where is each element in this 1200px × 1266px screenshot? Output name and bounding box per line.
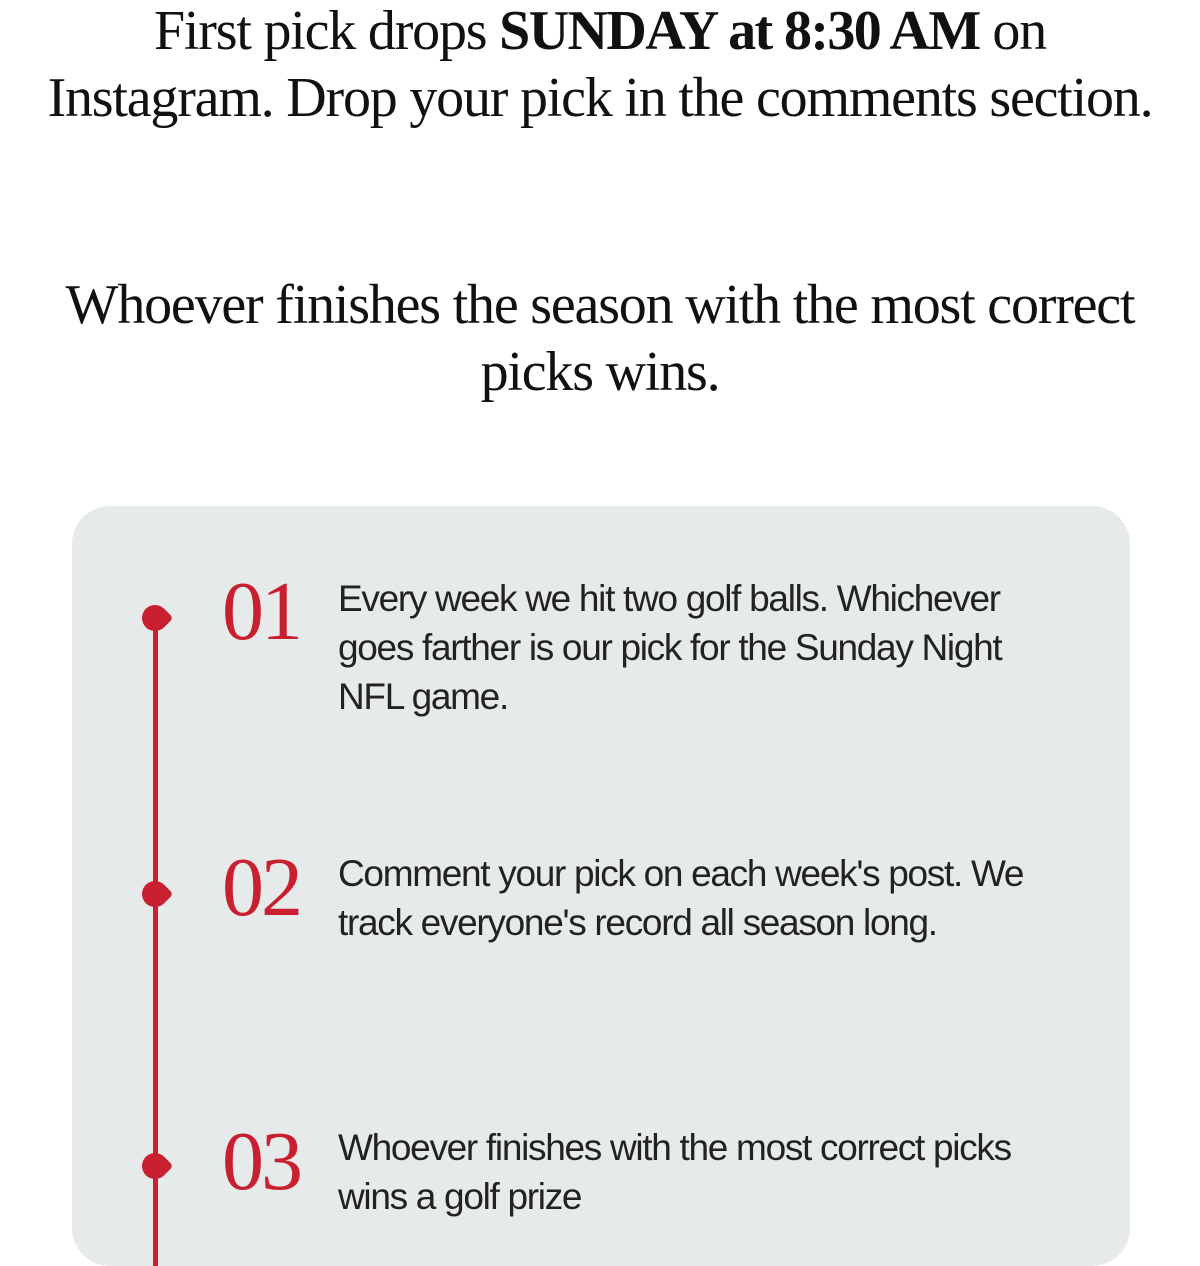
step-description: Comment your pick on each week's post. We track everyone's record all season long. (338, 853, 1024, 943)
step-description: Whoever finishes with the most correct picks wins a golf prize (338, 1127, 1011, 1217)
intro-text-instructions: on Instagram. Drop your pick in the comments section. (47, 0, 1153, 129)
intro-text-schedule: SUNDAY at 8:30 AM (499, 0, 980, 62)
intro-paragraph-first-pick (40, 0, 1160, 132)
step-number: 01 (222, 565, 300, 658)
how-it-works-card (72, 506, 1130, 1266)
step-number: 03 (222, 1115, 300, 1208)
intro-text-lead: First pick drops (153, 0, 500, 62)
intro-paragraph-winner: Whoever finishes the season with the most correct picks wins. (65, 274, 1135, 403)
step-number: 02 (222, 841, 300, 934)
step-description: Every week we hit two golf balls. Whichever goes farther is our pick for the Sunday Night NFL game. (338, 578, 1002, 717)
